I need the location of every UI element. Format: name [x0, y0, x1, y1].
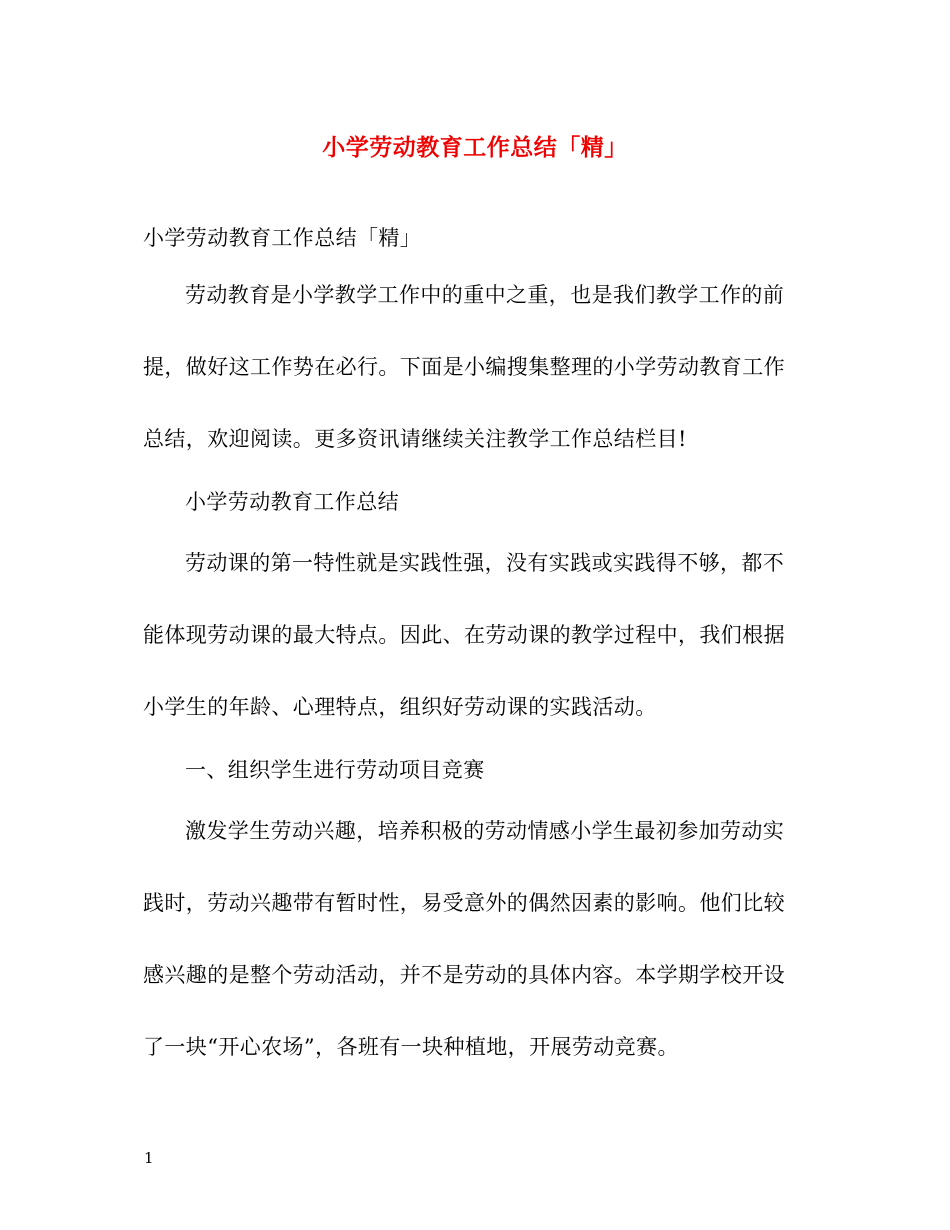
paragraph-line: 总结，欢迎阅读。更多资讯请继续关注教学工作总结栏目! — [143, 427, 687, 451]
paragraph-line: 激发学生劳动兴趣，培养积极的劳动情感小学生最初参加劳动实 — [185, 819, 785, 843]
page-number: 1 — [144, 1149, 154, 1167]
paragraph-line: 提，做好这工作势在必行。下面是小编搜集整理的小学劳动教育工作 — [143, 355, 785, 379]
paragraph-line: 劳动教育是小学教学工作中的重中之重，也是我们教学工作的前 — [185, 283, 785, 307]
document-subtitle: 小学劳动教育工作总结「精」 — [143, 226, 422, 250]
section-heading: 一、组织学生进行劳动项目竞赛 — [185, 758, 485, 782]
paragraph-line: 小学生的年龄、心理特点，组织好劳动课的实践活动。 — [143, 695, 657, 719]
paragraph-line: 感兴趣的是整个劳动活动，并不是劳动的具体内容。本学期学校开设 — [143, 963, 785, 987]
section-heading: 小学劳动教育工作总结 — [185, 490, 399, 514]
paragraph-line: 践时，劳动兴趣带有暂时性，易受意外的偶然因素的影响。他们比较 — [143, 891, 785, 915]
paragraph-line: 劳动课的第一特性就是实践性强，没有实践或实践得不够，都不 — [185, 551, 785, 575]
paragraph-line: 能体现劳动课的最大特点。因此、在劳动课的教学过程中，我们根据 — [143, 623, 785, 647]
document-title: 小学劳动教育工作总结「精」 — [322, 134, 628, 161]
paragraph-line: 了一块“开心农场”，各班有一块种植地，开展劳动竞赛。 — [143, 1035, 679, 1059]
